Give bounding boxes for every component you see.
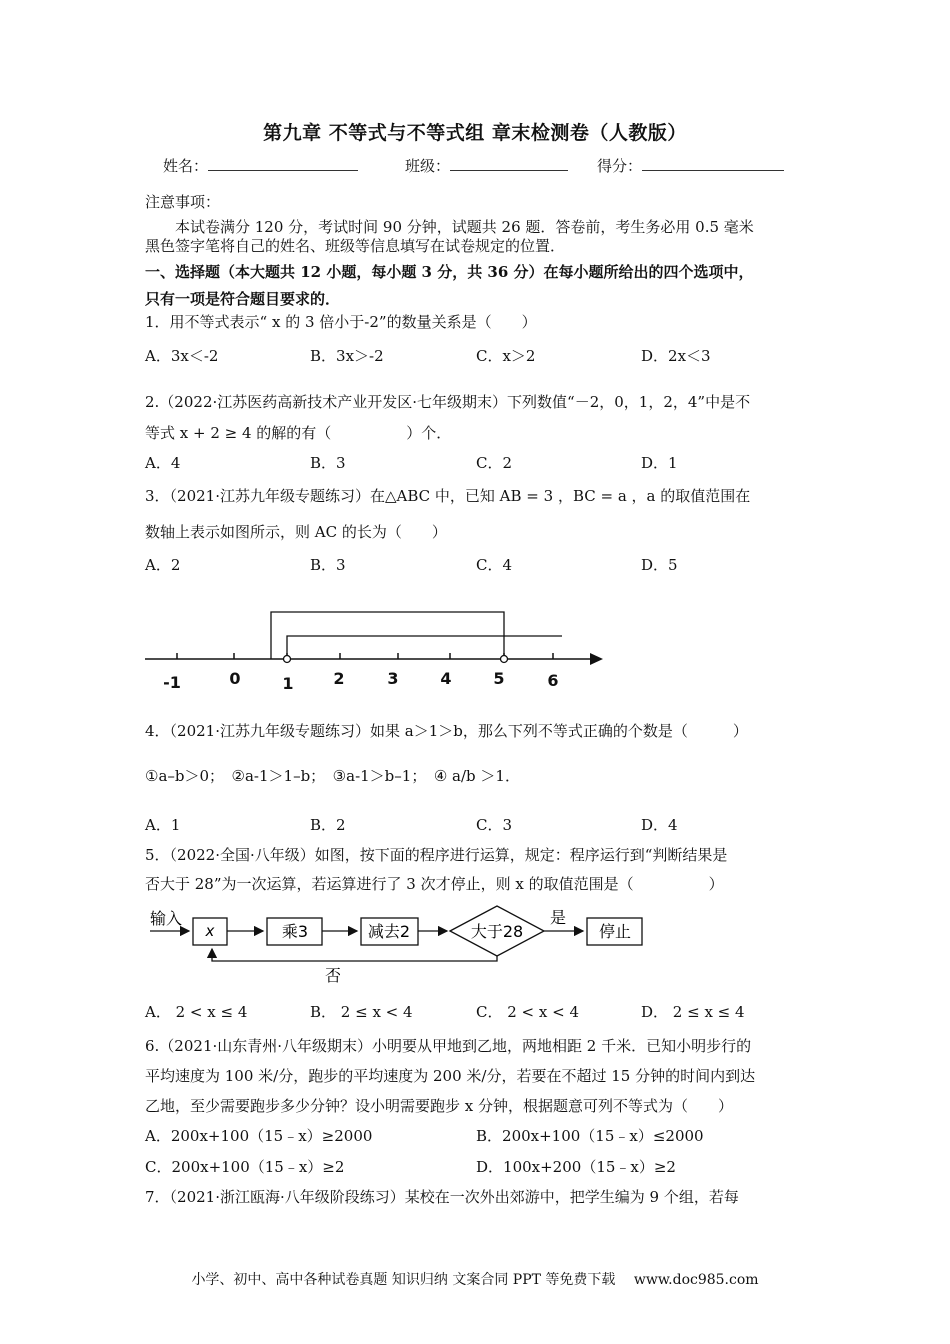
q4-option-d[interactable]: D．4 [641, 816, 678, 834]
q2-option-b[interactable]: B．3 [310, 454, 346, 472]
flow-mul-label: 乘3 [281, 922, 309, 941]
q2-option-d[interactable]: D．1 [641, 454, 678, 472]
q4-option-a[interactable]: A．1 [145, 816, 181, 834]
q1-option-d[interactable]: D．2x＜3 [641, 347, 711, 365]
q3-option-d[interactable]: D．5 [641, 556, 678, 574]
q1-option-b[interactable]: B．3x＞-2 [310, 347, 384, 365]
q4-option-b[interactable]: B．2 [310, 816, 346, 834]
q1-stem: 1．用不等式表示“ x 的 3 倍小于-2”的数量关系是（ ） [145, 313, 537, 331]
q3-option-b[interactable]: B．3 [310, 556, 346, 574]
q5-stem-2: 否大于 28”为一次运算，若运算进行了 3 次才停止，则 x 的取值范围是（ ） [145, 875, 724, 893]
lower-range-bracket [287, 636, 562, 659]
score-blank[interactable] [642, 156, 784, 171]
q2-stem-2: 等式 x + 2 ≥ 4 的解的有（ ）个． [145, 424, 452, 442]
q6-option-a[interactable]: A．200x+100（15﹣x）≥2000 [145, 1127, 373, 1145]
flow-x-label: x [205, 922, 215, 940]
flow-stop-label: 停止 [598, 922, 632, 941]
number-line-arrow [590, 653, 603, 665]
page-footer[interactable]: 小学、初中、高中各种试卷真题 知识归纳 文案合同 PPT 等免费下载 www.doc985.com [191, 1272, 759, 1288]
section1-line-2: 只有一项是符合题目要求的． [145, 290, 341, 308]
q6-stem-2: 平均速度为 100 米/分，跑步的平均速度为 200 米/分，若要在不超过 15 分钟的时间内到达 [145, 1067, 756, 1085]
q6-stem-1: 6.（2021·山东青州·八年级期末）小明要从甲地到乙地，两地相距 2 千米．已知小明步行的 [145, 1037, 752, 1055]
q7-stem: 7．（2021·浙江瓯海·八年级阶段练习）某校在一次外出郊游中，把学生编为 9 个组，若每 [145, 1188, 739, 1206]
label-4: 4 [440, 669, 452, 688]
q6-option-b[interactable]: B．200x+100（15﹣x）≤2000 [476, 1127, 704, 1145]
number-line-figure [140, 600, 610, 700]
class-field[interactable] [405, 156, 568, 176]
q3-option-c[interactable]: C．4 [476, 556, 513, 574]
flow-sub-label: 减去2 [367, 922, 411, 941]
notice-heading: 注意事项： [145, 193, 221, 211]
flow-yes-label: 是 [549, 908, 567, 927]
label-neg1: -1 [163, 673, 181, 692]
q4-items: ①a–b＞0； ②a-1＞1–b； ③a-1＞b–1； ④ a/b ＞1． [145, 767, 520, 785]
notice-line-1: 本试卷满分 120 分，考试时间 90 分钟，试题共 26 题．答卷前，考生务必用 0.5 毫米 [175, 218, 754, 236]
open-point-5 [501, 656, 508, 663]
q6-stem-3: 乙地，至少需要跑步多少分钟？设小明需要跑步 x 分钟，根据题意可列不等式为（ ） [145, 1097, 733, 1115]
q5-option-a[interactable]: A． 2 < x ≤ 4 [145, 1003, 248, 1021]
label-2: 2 [333, 669, 345, 688]
class-label: 班级： [405, 157, 451, 175]
class-blank[interactable] [450, 156, 568, 171]
q5-option-d[interactable]: D． 2 ≤ x ≤ 4 [641, 1003, 745, 1021]
label-1: 1 [282, 674, 294, 693]
q1-option-a[interactable]: A．3x＜-2 [145, 347, 219, 365]
q6-option-c[interactable]: C．200x+100（15﹣x）≥2 [145, 1158, 345, 1176]
q2-stem-1: 2.（2022·江苏医药高新技术产业开发区·七年级期末）下列数值“－2，0，1，2，4”中是不 [145, 393, 751, 411]
q6-option-d[interactable]: D．100x+200（15﹣x）≥2 [476, 1158, 676, 1176]
notice-line-2: 黑色签字笔将自己的姓名、班级等信息填写在试卷规定的位置． [145, 237, 566, 255]
q5-option-b[interactable]: B． 2 ≤ x < 4 [310, 1003, 413, 1021]
flow-cond-label: 大于28 [470, 922, 524, 941]
name-blank[interactable] [208, 156, 358, 171]
page-title: 第九章 不等式与不等式组 章末检测卷（人教版） [263, 122, 687, 144]
q1-option-c[interactable]: C．x＞2 [476, 347, 536, 365]
q4-stem: 4．（2021·江苏九年级专题练习）如果 a＞1＞b，那么下列不等式正确的个数是（ ） [145, 722, 748, 740]
flow-no-label: 否 [324, 966, 342, 985]
label-0: 0 [229, 669, 241, 688]
flow-input-label: 输入 [150, 909, 183, 928]
q4-option-c[interactable]: C．3 [476, 816, 513, 834]
score-field[interactable] [597, 156, 784, 176]
q5-option-c[interactable]: C． 2 < x < 4 [476, 1003, 580, 1021]
open-point-1 [284, 656, 291, 663]
section1-line-1: 一、选择题（本大题共 12 小题，每小题 3 分，共 36 分）在每小题所给出的四个选项中， [145, 263, 754, 281]
q3-option-a[interactable]: A．2 [145, 556, 181, 574]
name-field[interactable] [163, 156, 358, 176]
q5-stem-1: 5．（2022·全国·八年级）如图，按下面的程序进行运算，规定：程序运行到“判断结果是 [145, 846, 728, 864]
name-label: 姓名： [163, 157, 209, 175]
score-label: 得分： [597, 157, 643, 175]
flowchart-figure [145, 903, 655, 988]
label-6: 6 [547, 671, 559, 690]
label-5: 5 [493, 669, 505, 688]
flow-arrow-no [212, 949, 497, 961]
label-3: 3 [387, 669, 399, 688]
q2-option-c[interactable]: C．2 [476, 454, 513, 472]
q3-stem-2: 数轴上表示如图所示，则 AC 的长为（ ） [145, 523, 447, 541]
q2-option-a[interactable]: A．4 [145, 454, 181, 472]
q3-stem-1: 3．（2021·江苏九年级专题练习）在△ABC 中，已知 AB = 3 ，BC = a ，a 的取值范围在 [145, 487, 751, 505]
